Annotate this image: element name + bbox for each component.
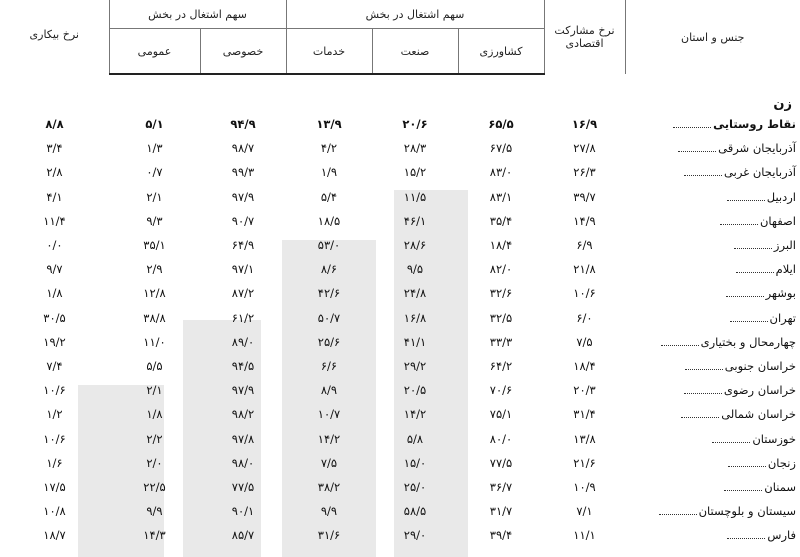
table-row (0, 185, 800, 209)
province-name: اردبیل (766, 189, 796, 204)
cell-private: ۹۷/۹ (231, 383, 255, 398)
province-name: بوشهر (765, 286, 796, 301)
cell-services: ۵۳/۰ (317, 238, 341, 253)
cell-private: ۹۷/۹ (231, 189, 255, 204)
cell-services: ۳۸/۲ (317, 479, 341, 494)
cell-unemployment: ۳/۴ (46, 141, 63, 156)
cell-private: ۸۷/۲ (231, 286, 255, 301)
cell-services: ۷/۵ (320, 455, 338, 470)
cell-participation: ۲۷/۸ (573, 141, 596, 156)
cell-participation: ۱۱/۱ (573, 528, 596, 543)
cell-services: ۶/۶ (320, 358, 338, 373)
cell-services: ۴/۲ (320, 141, 338, 156)
cell-industry: ۴۱/۱ (403, 334, 427, 349)
cell-public: ۹/۹ (146, 504, 163, 519)
cell-private: ۸۵/۷ (231, 528, 255, 543)
cell-unemployment: ۲/۸ (46, 165, 63, 180)
total-private: ۹۴/۹ (230, 117, 256, 132)
cell-public: ۱/۳ (146, 141, 163, 156)
cell-agriculture: ۸۳/۰ (489, 165, 513, 180)
cell-agriculture: ۷۵/۱ (489, 407, 513, 422)
province-name: البرز (773, 238, 796, 253)
cell-services: ۴۲/۶ (317, 286, 341, 301)
header-industry: صنعت (372, 29, 458, 75)
table-row (0, 330, 800, 354)
cell-services: ۵۰/۷ (317, 310, 341, 325)
cell-participation: ۱۸/۴ (573, 358, 596, 373)
header-province: جنس و استان (625, 0, 800, 74)
cell-public: ۲/۱ (146, 383, 163, 398)
table-row (0, 426, 800, 450)
cell-unemployment: ۱۱/۴ (43, 213, 66, 228)
cell-services: ۳۱/۶ (317, 528, 341, 543)
cell-public: ۱/۸ (146, 407, 163, 422)
cell-unemployment: ۷/۴ (46, 358, 63, 373)
cell-agriculture: ۷۰/۶ (489, 383, 513, 398)
table-row (0, 354, 800, 378)
province-name: خراسان جنوبی (724, 358, 796, 373)
cell-industry: ۹/۵ (406, 262, 424, 277)
section-gender: زن (773, 97, 792, 112)
header-agriculture: کشاورزی (458, 29, 544, 75)
table-row (0, 378, 800, 402)
cell-participation: ۷/۵ (576, 334, 593, 349)
cell-agriculture: ۱۸/۴ (489, 238, 513, 253)
cell-private: ۹۰/۷ (231, 213, 255, 228)
cell-agriculture: ۸۳/۱ (489, 189, 513, 204)
cell-private: ۹۸/۲ (231, 407, 255, 422)
cell-unemployment: ۰/۰ (46, 238, 63, 253)
cell-unemployment: ۱/۲ (46, 407, 63, 422)
cell-participation: ۱۳/۸ (573, 431, 596, 446)
cell-private: ۹۷/۱ (231, 262, 255, 277)
cell-industry: ۲۹/۰ (403, 528, 427, 543)
cell-public: ۰/۷ (146, 165, 163, 180)
cell-agriculture: ۳۳/۳ (489, 334, 513, 349)
cell-services: ۲۵/۶ (317, 334, 341, 349)
cell-private: ۶۴/۹ (231, 238, 255, 253)
cell-agriculture: ۸۰/۰ (489, 431, 513, 446)
table-row (0, 233, 800, 257)
province-name: خوزستان (752, 431, 796, 446)
cell-unemployment: ۳۰/۵ (43, 310, 66, 325)
cell-industry: ۱۶/۸ (403, 310, 427, 325)
cell-unemployment: ۹/۷ (46, 262, 63, 277)
table-row (0, 402, 800, 426)
cell-public: ۱۴/۳ (143, 528, 166, 543)
cell-unemployment: ۴/۱ (46, 189, 63, 204)
table-row (0, 451, 800, 475)
header-services: خدمات (286, 29, 372, 75)
cell-industry: ۲۵/۰ (403, 479, 427, 494)
cell-unemployment: ۱۷/۵ (43, 479, 66, 494)
cell-public: ۲/۰ (146, 455, 163, 470)
cell-unemployment: ۱۰/۸ (43, 504, 66, 519)
cell-agriculture: ۳۶/۷ (489, 479, 513, 494)
cell-agriculture: ۳۱/۷ (489, 504, 513, 519)
cell-industry: ۴۶/۱ (403, 213, 427, 228)
header-public: عمومی (109, 29, 200, 75)
cell-private: ۸۹/۰ (231, 334, 255, 349)
cell-agriculture: ۷۷/۵ (489, 455, 513, 470)
cell-unemployment: ۱۸/۷ (43, 528, 66, 543)
cell-unemployment: ۱۰/۶ (43, 431, 66, 446)
cell-private: ۶۱/۲ (231, 310, 255, 325)
cell-unemployment: ۱/۶ (46, 455, 63, 470)
cell-industry: ۲۸/۶ (403, 238, 427, 253)
cell-participation: ۷/۱ (576, 504, 593, 519)
total-row (0, 112, 800, 136)
cell-unemployment: ۱۹/۲ (43, 334, 66, 349)
cell-participation: ۶/۰ (576, 310, 593, 325)
table-row (0, 257, 800, 281)
cell-private: ۹۷/۸ (231, 431, 255, 446)
cell-private: ۹۹/۳ (231, 165, 255, 180)
cell-industry: ۵/۸ (406, 431, 424, 446)
table-row (0, 475, 800, 499)
header-sector-group: سهم اشتغال در بخش (286, 0, 544, 29)
cell-agriculture: ۳۲/۶ (489, 286, 513, 301)
province-name: خراسان رضوی (723, 383, 796, 398)
province-name: ایلام (775, 262, 796, 277)
province-name: آذربایجان غربی (724, 165, 796, 180)
table-row (0, 281, 800, 305)
cell-unemployment: ۱/۸ (46, 286, 63, 301)
total-agriculture: ۶۵/۵ (488, 117, 514, 132)
table-row (0, 499, 800, 523)
total-label: نقاط روستایی (713, 117, 796, 132)
province-name: چهارمحال و بختیاری (700, 334, 796, 349)
cell-participation: ۲۰/۳ (573, 383, 596, 398)
cell-participation: ۲۱/۶ (573, 455, 596, 470)
province-name: آذربایجان شرقی (718, 141, 796, 156)
cell-public: ۱۱/۰ (143, 334, 166, 349)
cell-services: ۵/۴ (320, 189, 338, 204)
cell-industry: ۲۹/۲ (403, 358, 427, 373)
cell-industry: ۲۰/۵ (403, 383, 427, 398)
province-name: خراسان شمالی (721, 407, 796, 422)
header-unemployment: نرخ بیکاری (29, 28, 79, 41)
cell-industry: ۱۴/۲ (403, 407, 427, 422)
total-public: ۵/۱ (145, 117, 164, 132)
cell-agriculture: ۳۲/۵ (489, 310, 513, 325)
cell-services: ۸/۹ (320, 383, 338, 398)
total-services: ۱۳/۹ (316, 117, 342, 132)
cell-private: ۷۷/۵ (231, 479, 255, 494)
cell-agriculture: ۸۲/۰ (489, 262, 513, 277)
cell-private: ۹۸/۷ (231, 141, 255, 156)
header-participation: نرخ مشارکت اقتصادی (544, 0, 625, 74)
province-name: سمنان (764, 479, 796, 494)
cell-participation: ۳۱/۴ (573, 407, 596, 422)
table-row (0, 136, 800, 160)
cell-private: ۹۴/۵ (231, 358, 255, 373)
cell-participation: ۲۱/۸ (573, 262, 596, 277)
cell-public: ۲۲/۵ (143, 479, 166, 494)
cell-agriculture: ۳۵/۴ (489, 213, 513, 228)
cell-services: ۱۰/۷ (317, 407, 341, 422)
province-name: تهران (769, 310, 796, 325)
cell-private: ۹۸/۰ (231, 455, 255, 470)
cell-agriculture: ۳۹/۴ (489, 528, 513, 543)
cell-industry: ۱۵/۲ (403, 165, 427, 180)
table-row (0, 523, 800, 547)
cell-participation: ۶/۹ (576, 238, 593, 253)
cell-public: ۲/۹ (146, 262, 163, 277)
cell-services: ۹/۹ (320, 504, 338, 519)
total-participation: ۱۶/۹ (571, 117, 598, 132)
province-name: فارس (767, 528, 796, 543)
province-name: سیستان و بلوچستان (698, 504, 796, 519)
cell-public: ۳۵/۱ (143, 238, 166, 253)
table-row (0, 209, 800, 233)
cell-public: ۲/۲ (146, 431, 163, 446)
cell-public: ۹/۳ (146, 213, 163, 228)
cell-services: ۱/۹ (320, 165, 338, 180)
cell-services: ۸/۶ (320, 262, 338, 277)
cell-participation: ۱۴/۹ (573, 213, 596, 228)
table-row (0, 306, 800, 330)
cell-industry: ۵۸/۵ (403, 504, 427, 519)
cell-industry: ۲۸/۳ (403, 141, 427, 156)
cell-public: ۵/۵ (146, 358, 163, 373)
cell-industry: ۱۱/۵ (403, 189, 427, 204)
cell-agriculture: ۶۷/۵ (489, 141, 513, 156)
cell-participation: ۱۰/۶ (573, 286, 596, 301)
province-name: زنجان (767, 455, 796, 470)
cell-participation: ۱۰/۹ (573, 479, 596, 494)
cell-unemployment: ۱۰/۶ (43, 383, 66, 398)
cell-private: ۹۰/۱ (231, 504, 255, 519)
cell-industry: ۲۴/۸ (403, 286, 427, 301)
cell-services: ۱۴/۲ (317, 431, 341, 446)
cell-participation: ۳۹/۷ (573, 189, 596, 204)
total-unemployment: ۸/۸ (45, 117, 64, 132)
header-ownership-group: سهم اشتغال در بخش (109, 0, 286, 29)
province-name: اصفهان (759, 213, 796, 228)
cell-public: ۱۲/۸ (143, 286, 166, 301)
cell-public: ۳۸/۸ (143, 310, 166, 325)
cell-agriculture: ۶۴/۲ (489, 358, 513, 373)
cell-public: ۲/۱ (146, 189, 163, 204)
cell-participation: ۲۶/۳ (573, 165, 596, 180)
cell-services: ۱۸/۵ (317, 213, 341, 228)
header-private: خصوصی (200, 29, 286, 75)
total-industry: ۲۰/۶ (402, 117, 428, 132)
table-row (0, 160, 800, 184)
cell-industry: ۱۵/۰ (403, 455, 427, 470)
